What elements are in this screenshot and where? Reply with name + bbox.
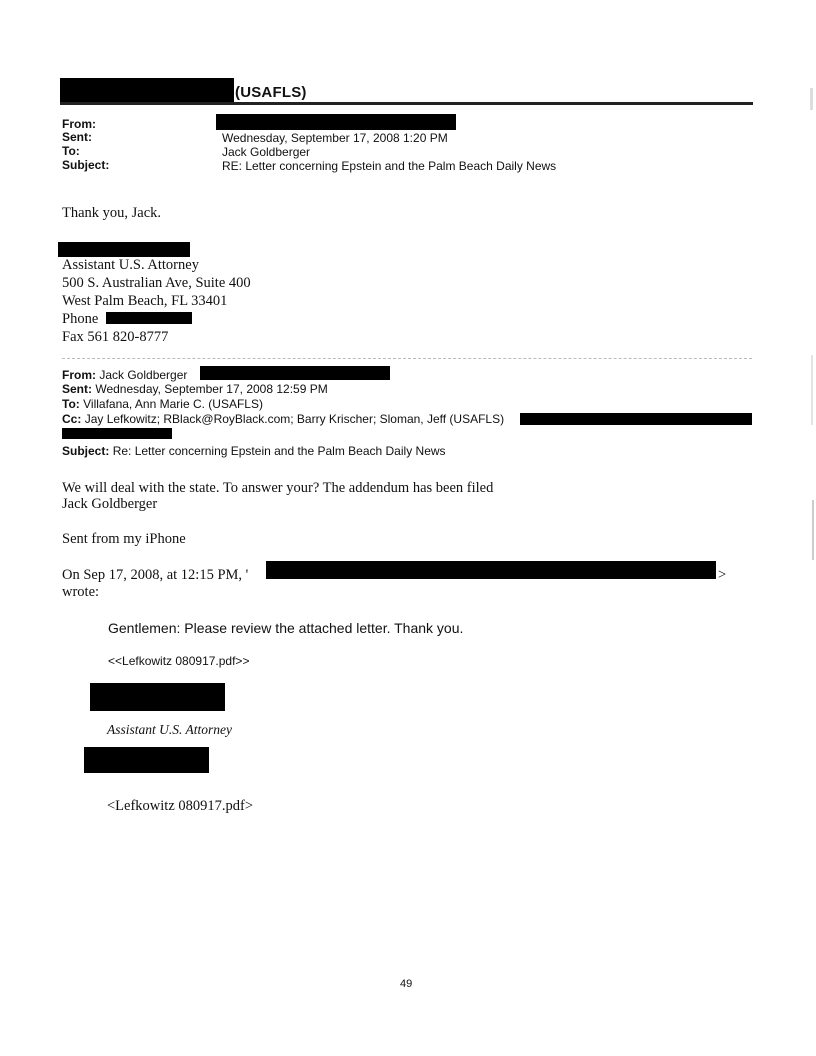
signature-address-line1: 500 S. Australian Ave, Suite 400	[62, 275, 251, 291]
quoted-text: Gentlemen: Please review the attached letter. Thank you.	[108, 620, 464, 636]
subject-label: Subject:	[62, 158, 110, 172]
on-line-suffix: >	[718, 567, 727, 583]
fw-subject-value: Re: Letter concerning Epstein and the Palm Beach Daily News	[112, 444, 446, 458]
redaction-box	[266, 561, 716, 579]
fw-to-label: To:	[62, 397, 80, 411]
fw-sent-label: Sent:	[62, 382, 92, 396]
redaction-box	[216, 114, 456, 130]
fw-body-line2: Jack Goldberger	[62, 496, 158, 512]
sent-value: Wednesday, September 17, 2008 1:20 PM	[222, 131, 448, 145]
attachment-name[interactable]: <Lefkowitz 080917.pdf>	[107, 798, 254, 814]
sent-label: Sent:	[62, 130, 92, 144]
redaction-box	[200, 366, 390, 380]
wrote-line: wrote:	[62, 584, 100, 600]
redaction-box	[84, 747, 209, 773]
fw-to-line	[62, 397, 263, 412]
greeting: Thank you, Jack.	[62, 205, 162, 221]
redaction-box	[106, 312, 192, 324]
from-label: From:	[62, 117, 96, 131]
header-rule	[60, 102, 753, 105]
scan-artifact	[812, 500, 814, 560]
redaction-box	[90, 683, 225, 711]
subject-value: RE: Letter concerning Epstein and the Palm Beach Daily News	[222, 159, 557, 173]
sent-from-line: Sent from my iPhone	[62, 531, 186, 547]
fw-subject-line	[62, 444, 446, 459]
fw-sent-line	[62, 382, 328, 397]
redaction-box	[60, 78, 234, 104]
to-label: To:	[62, 144, 80, 158]
signature-fax: Fax 561 820-8777	[62, 329, 169, 345]
fw-cc-value: Jay Lefkowitz; RBlack@RoyBlack.com; Barry Krischer; Sloman, Jeff (USAFLS)	[84, 412, 505, 426]
fw-body-line1: We will deal with the state. To answer your? The addendum has been filed	[62, 480, 494, 496]
separator	[62, 358, 752, 359]
redaction-box	[58, 242, 190, 257]
to-value: Jack Goldberger	[222, 145, 311, 159]
fw-to-value: Villafana, Ann Marie C. (USAFLS)	[83, 397, 263, 411]
fw-from-label: From:	[62, 368, 96, 382]
header-org: (USAFLS)	[235, 84, 307, 101]
redaction-box	[520, 413, 752, 425]
signature-address-line2: West Palm Beach, FL 33401	[62, 293, 228, 309]
fw-cc-label: Cc:	[62, 412, 82, 426]
scan-artifact	[811, 355, 813, 425]
signature-phone-label: Phone	[62, 311, 99, 327]
fw-from-line	[62, 368, 187, 383]
fw-sent-value: Wednesday, September 17, 2008 12:59 PM	[95, 382, 328, 396]
redaction-box	[62, 428, 172, 439]
fw-from-value: Jack Goldberger	[99, 368, 188, 382]
page-number: 49	[400, 978, 413, 990]
on-line-prefix: On Sep 17, 2008, at 12:15 PM, '	[62, 567, 249, 583]
scan-artifact	[810, 88, 813, 110]
signature-title: Assistant U.S. Attorney	[62, 257, 199, 273]
fw-subject-label: Subject:	[62, 444, 110, 458]
quoted-attachment-ref: <<Lefkowitz 080917.pdf>>	[108, 654, 250, 668]
quoted-signature-title: Assistant U.S. Attorney	[107, 722, 233, 737]
fw-cc-line	[62, 412, 504, 427]
